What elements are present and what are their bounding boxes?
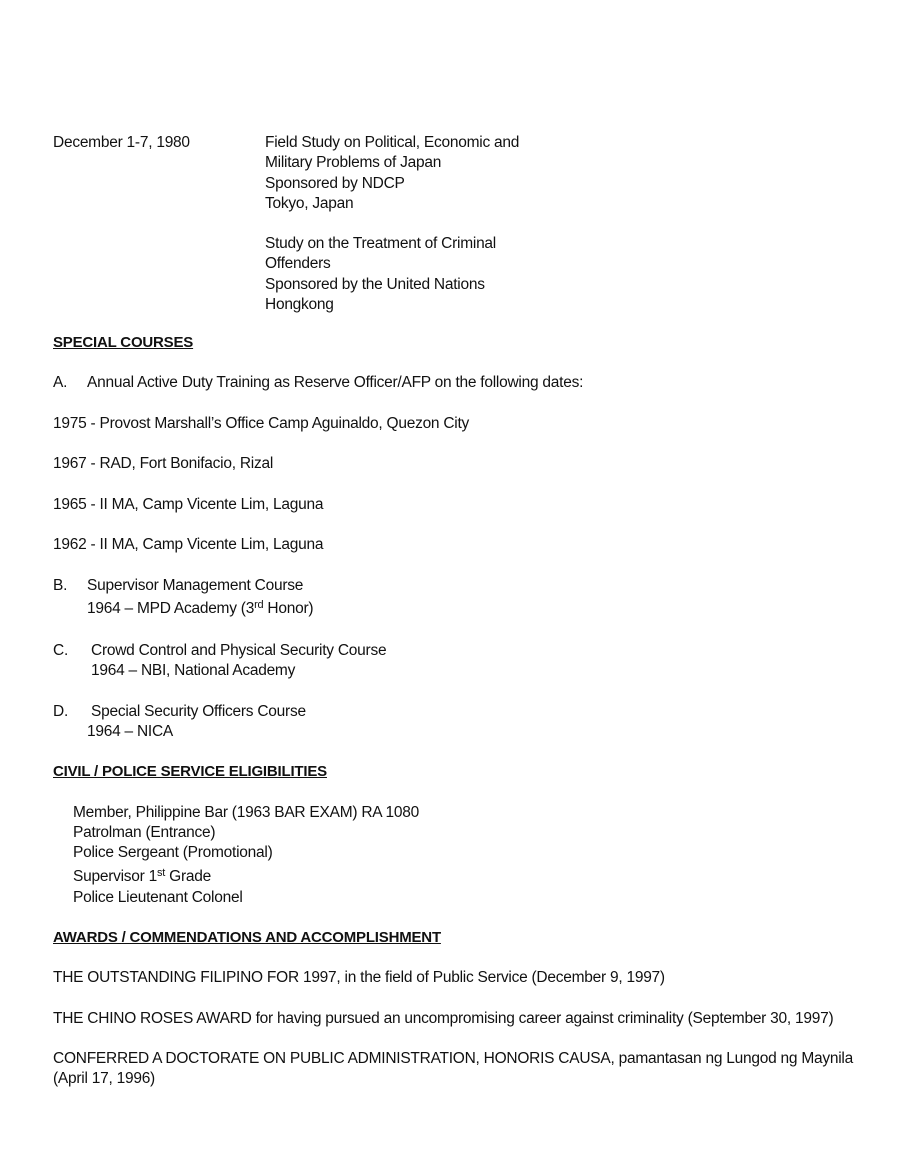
awards-heading: AWARDS / COMMENDATIONS AND ACCOMPLISHMENT xyxy=(53,929,441,946)
treatment-study-line-3: Sponsored by the United Nations xyxy=(265,276,485,293)
course-d-detail: 1964 – NICA xyxy=(87,723,173,740)
eligibility-item-4: Supervisor 1st Grade xyxy=(73,867,211,885)
course-d-title: Special Security Officers Course xyxy=(91,703,306,720)
training-date-1975: 1975 - Provost Marshall’s Office Camp Aguinaldo, Quezon City xyxy=(53,415,470,432)
field-study-line-3: Sponsored by NDCP xyxy=(265,175,405,192)
eligibility-item-3: Police Sergeant (Promotional) xyxy=(73,844,273,861)
field-study-line-2: Military Problems of Japan xyxy=(265,154,442,171)
course-c-marker: C. xyxy=(53,642,68,659)
training-date-1962: 1962 - II MA, Camp Vicente Lim, Laguna xyxy=(53,536,324,553)
eligibilities-heading: CIVIL / POLICE SERVICE ELIGIBILITIES xyxy=(53,763,327,780)
course-b-marker: B. xyxy=(53,577,68,594)
field-study-date: December 1-7, 1980 xyxy=(53,134,190,151)
award-item-3: CONFERRED A DOCTORATE ON PUBLIC ADMINISTRATION, HONORIS CAUSA, pamantasan ng Lungod ng Maynila (April 17, 1996) xyxy=(53,1050,853,1087)
treatment-study-line-4: Hongkong xyxy=(265,296,334,313)
course-c-detail: 1964 – NBI, National Academy xyxy=(91,662,296,679)
eligibility-item-2: Patrolman (Entrance) xyxy=(73,824,216,841)
field-study-line-1: Field Study on Political, Economic and xyxy=(265,134,520,151)
eligibility-item-1: Member, Philippine Bar (1963 BAR EXAM) RA 1080 xyxy=(73,804,420,821)
course-c-title: Crowd Control and Physical Security Course xyxy=(91,642,387,659)
course-b-detail: 1964 – MPD Academy (3rd Honor) xyxy=(87,599,314,617)
training-date-1967: 1967 - RAD, Fort Bonifacio, Rizal xyxy=(53,455,274,472)
treatment-study-line-2: Offenders xyxy=(265,255,331,272)
treatment-study-line-1: Study on the Treatment of Criminal xyxy=(265,235,497,252)
course-a-marker: A. xyxy=(53,374,68,391)
eligibility-item-5: Police Lieutenant Colonel xyxy=(73,889,243,906)
special-courses-heading: SPECIAL COURSES xyxy=(53,334,194,351)
field-study-line-4: Tokyo, Japan xyxy=(265,195,354,212)
award-item-2: THE CHINO ROSES AWARD for having pursued an uncompromising career against criminality (September 30, 1997) xyxy=(53,1010,834,1027)
course-d-marker: D. xyxy=(53,703,68,720)
training-date-1965: 1965 - II MA, Camp Vicente Lim, Laguna xyxy=(53,496,324,513)
award-item-1: THE OUTSTANDING FILIPINO FOR 1997, in the field of Public Service (December 9, 1997) xyxy=(53,969,665,986)
course-b-title: Supervisor Management Course xyxy=(87,577,304,594)
course-a-text: Annual Active Duty Training as Reserve Officer/AFP on the following dates: xyxy=(87,374,584,391)
